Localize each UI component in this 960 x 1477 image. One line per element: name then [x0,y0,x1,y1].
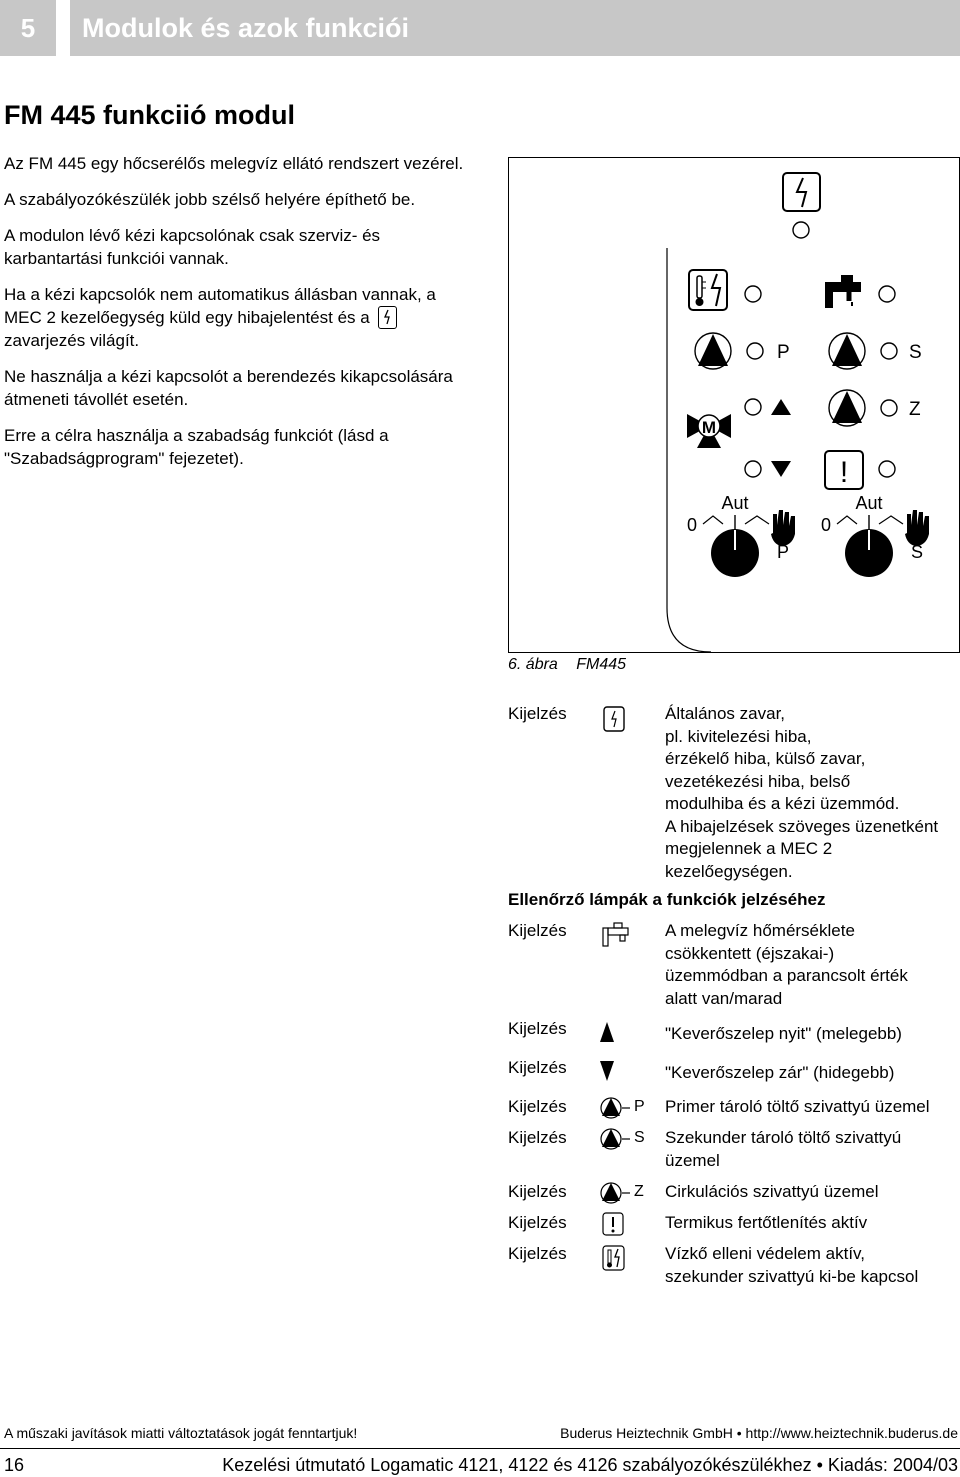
legend-text [665,1096,960,1119]
legend-key: Kijelzés [508,1097,567,1116]
pump-p-lamp [747,343,763,359]
legend-line: csökkentett (éjszakai-) [665,943,835,963]
legend-key: Kijelzés [508,1058,567,1077]
footer-company: Buderus Heiztechnik GmbH • http://www.heiztechnik.buderus.de [560,1425,958,1441]
legend-line: modulhiba és a kézi üzemmód. [665,794,900,813]
paragraph: Erre a célra használja a szabadság funkciót (lásd a "Szabadságprogram" fejezetet). [4,426,389,468]
paragraph: Az FM 445 egy hőcserélős melegvíz ellátó rendszert vezérel. [4,154,464,173]
panel-label-s: S [909,342,922,363]
legend-key: Kijelzés [508,1244,567,1263]
legend-line: szekunder szivattyú ki-be kapcsol [665,1266,919,1286]
panel-drawing [509,158,960,654]
legend-heading: Ellenőrző lámpák a funkciók jelzéséhez [508,890,826,909]
valve-close-lamp [745,461,761,477]
legend-line: "Keverőszelep zár" (hidegebb) [665,1063,895,1082]
figure-caption [508,656,640,674]
fault-icon [783,173,820,211]
manual-switch-knob[interactable] [711,529,759,577]
switch1-zero-label: 0 [687,515,698,535]
page-number: 16 [4,1455,25,1475]
legend-key: Kijelzés [508,704,567,723]
arrow-down-icon [600,1057,660,1087]
legend-line: Cirkulációs szivattyú üzemel [665,1182,879,1201]
legend-key: Kijelzés [508,1213,567,1232]
legend-key: Kijelzés [508,921,567,940]
legend-text [665,1127,960,1172]
fault-icon [600,703,660,733]
pump-icon [829,390,865,426]
switch2-aut-label: Aut [855,493,883,513]
legend-line: Termikus fertőtlenítés aktív [665,1213,868,1232]
valve-open-lamp [745,399,761,415]
legend-line: A hibajelzések szöveges üzenetként [665,816,939,836]
legend-line: Primer tároló töltő szivattyú üzemel [665,1097,930,1116]
paragraph: A szabályozókészülék jobb szélső helyére építhető be. [4,190,416,209]
pump-suffix: P [634,1098,645,1115]
pump-icon [600,1127,660,1157]
pump-icon [600,1181,660,1211]
legend-line: "Keverőszelep nyit" (melegebb) [665,1024,902,1043]
legend-text [665,703,960,883]
switch1-pos-label: P [777,542,790,562]
hand-icon [905,510,929,546]
chapter-title: Modulok és azok funkciói [70,0,960,56]
legend-key: Kijelzés [508,1182,567,1201]
legend-text [665,1062,960,1085]
legend-line: vezetékezési hiba, belső [665,771,851,791]
footer-divider [0,1448,960,1449]
pump-s-lamp [881,343,897,359]
legend-line: kezelőegységen. [665,861,793,881]
panel-label-p: P [777,342,790,363]
paragraph: Ne használja a kézi kapcsolót a berendezés kikapcsolására átmeneti távollét esetén. [4,367,453,409]
switch1-aut-label: Aut [721,493,749,513]
pump-z-lamp [881,400,897,416]
legend-key: Kijelzés [508,1019,567,1038]
legend-line: pl. kivitelezési hiba, [665,726,812,746]
arrow-up-icon [600,1018,660,1048]
intro-text [4,152,464,483]
legend-line: üzemmódban a parancsolt érték [665,966,908,985]
legend-text [665,1023,960,1046]
caption-name: FM445 [576,656,627,673]
legend-text [665,1181,960,1204]
paragraph-part: Ha a kézi kapcsolók nem automatikus állásban vannak, a MEC 2 kezelőegység küld egy hibajelentést és a [4,285,436,327]
arrow-down-icon [771,461,791,477]
pump-suffix: Z [634,1183,644,1200]
panel-label-z: Z [909,399,921,420]
paragraph: A modulon lévő kézi kapcsolónak csak szerviz- és karbantartási funkciói vannak. [4,226,381,268]
fault-lamp [793,222,809,238]
legend-text [665,1212,960,1235]
legend-line: megjelennek a MEC 2 [665,839,833,858]
paragraph-part: zavarjezés világít. [4,331,140,350]
tap-lamp [879,286,895,302]
mixer-valve-icon [687,414,731,448]
anti-scale-lamp [745,286,761,302]
legend-line: érzékelő hiba, külső zavar, [665,749,866,768]
document-title: Kezelési útmutató Logamatic 4121, 4122 és 4126 szabályozókészülékhez • Kiadás: 2004/03 [222,1455,958,1475]
switch2-pos-label: S [911,542,924,562]
pump-icon [600,1096,660,1126]
legend-line: Szekunder tároló töltő szivattyú [665,1128,902,1147]
legend-line: alatt van/marad [665,988,783,1008]
hand-icon [771,510,795,546]
legend-line: A melegvíz hőmérséklete [665,921,855,940]
panel-label-excl: ! [839,456,849,489]
legend-line: üzemel [665,1150,720,1170]
disinfection-lamp [879,461,895,477]
manual-switch-knob[interactable] [845,529,893,577]
pump-suffix: S [634,1129,645,1146]
paragraph [4,283,464,352]
legend-key: Kijelzés [508,1128,567,1147]
tap-icon [600,920,660,950]
switch2-zero-label: 0 [821,515,832,535]
pump-icon [695,333,731,369]
fm445-panel-figure [508,157,960,653]
footer-disclaimer: A műszaki javítások miatti változtatások jogát fenntartjuk! [4,1425,358,1441]
panel-label-m: M [701,418,717,437]
anti-scale-icon [600,1243,660,1273]
legend-text [665,1243,960,1288]
legend-line: Vízkő elleni védelem aktív, [665,1244,865,1263]
chapter-number: 5 [0,0,56,56]
tap-icon [825,275,861,308]
arrow-up-icon [771,399,791,415]
exclamation-icon [600,1212,660,1242]
exclamation-icon [825,451,863,489]
fault-icon [378,306,397,329]
legend-line: Általános zavar, [665,704,786,723]
pump-icon [829,333,865,369]
legend-text [665,920,960,1010]
module-title: FM 445 funkciió modul [4,100,296,130]
anti-scale-icon [689,270,727,310]
caption-number: 6. ábra [508,656,558,673]
